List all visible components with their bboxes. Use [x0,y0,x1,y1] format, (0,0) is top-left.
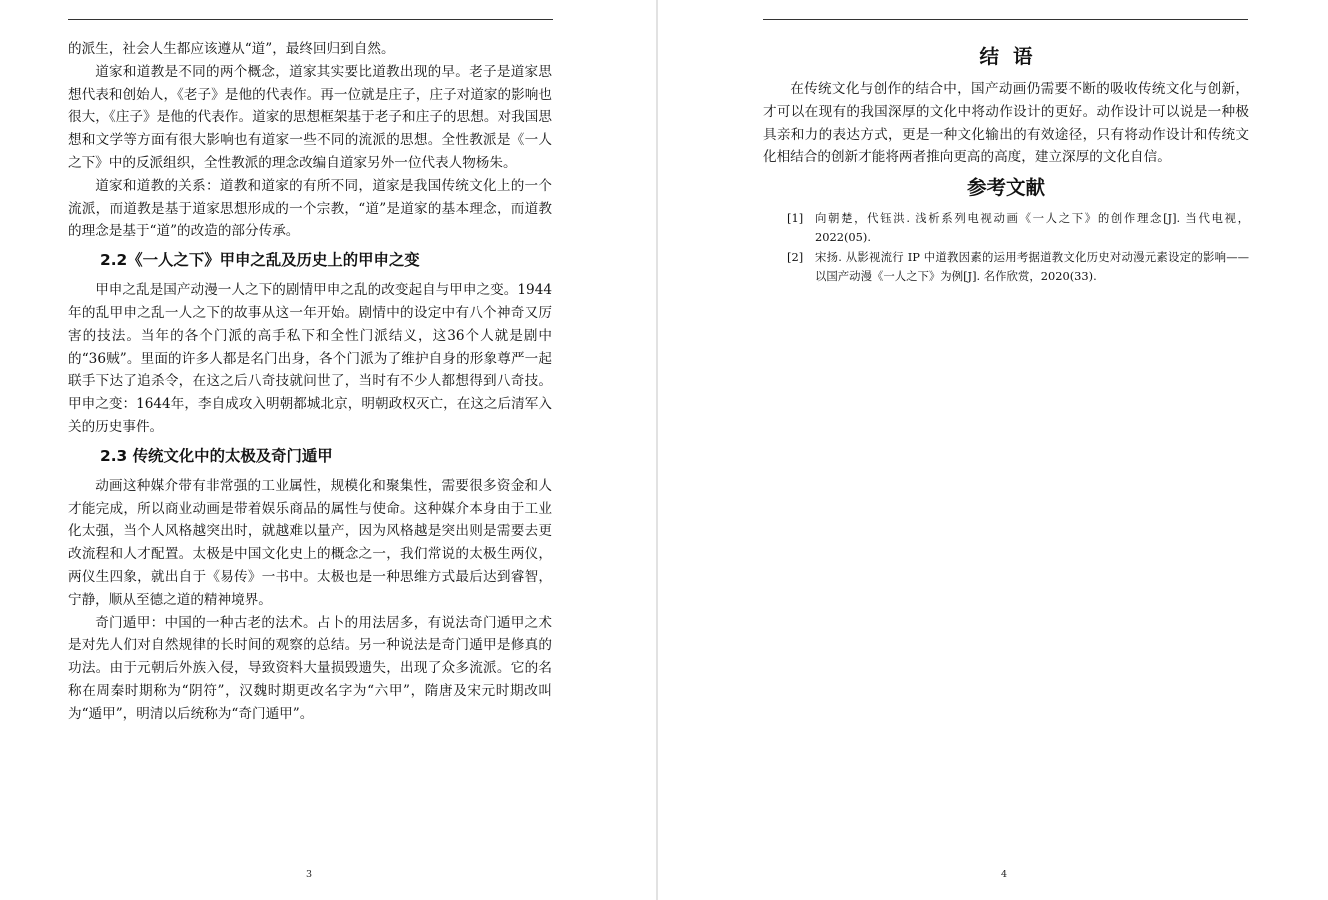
references-heading: 参考文献 [966,176,1045,200]
paragraph: 甲申之乱是国产动漫一人之下的剧情甲申之乱的改变起自与甲申之变。1944年的乱甲申之乱一人之下的故事从这一年开始。剧情中的设定中有八个神奇又厉害的技法。当年的各个门派的高手私下和全性门派结义，这36个人就是剧中的“36贼”。里面的许多人都是名门出身，各个门派为了维护自身的形象尊严一起联手下达了追杀令，在这之后八奇技就问世了，当时有不少人都想得到八奇技。甲申之变：1644年，李自成攻入明朝都城北京，明朝政权灭亡，在这之后清军入关的历史事件。 [68,282,552,435]
reference-number: [2] [787,249,804,264]
reference-item [763,209,1249,247]
page-number: 3 [306,869,313,880]
section-heading-2-2: 2.2《一人之下》甲申之乱及历史上的甲申之变 [100,251,420,270]
header-rule [68,19,553,20]
page-content [68,38,552,726]
reference-text: 宋扬. 从影视流行 IP 中道教因素的运用考据道教文化历史对动漫元素设定的影响——以国产动漫《一人之下》为例[J]. 名作欣赏，2020(33). [815,249,1249,283]
paragraph: 动画这种媒介带有非常强的工业属性，规模化和聚集性，需要很多资金和人才能完成，所以商业动画是带着娱乐商品的属性与使命。这种媒介本身由于工业化太强，当个人风格越突出时，就越难以量产，因为风格越是突出则是需要去更改流程和人才配置。太极是中国文化史上的概念之一，我们常说的太极生两仪，两仪生四象，就出自于《易传》一书中。太极也是一种思维方式最后达到睿智，宁静，顺从至德之道的精神境界。 [68,477,552,608]
paragraph: 奇门遁甲：中国的一种古老的法术。占卜的用法居多，有说法奇门遁甲之术是对先人们对自然规律的长时间的观察的总结。另一种说法是奇门遁甲是修真的功法。由于元朝后外族入侵，导致资料大量损毁遗失，出现了众多流派。它的名称在周秦时期称为“阴符”，汉魏时期更改名字为“六甲”，隋唐及宋元时期改叫为“遁甲”，明清以后统称为“奇门遁甲”。 [68,614,552,722]
reference-text: 向朝楚，代钰洪. 浅析系列电视动画《一人之下》的创作理念[J]. 当代电视，2022(05). [815,211,1249,244]
paragraph: 道家和道教是不同的两个概念，道家其实要比道教出现的早。老子是道家思想代表和创始人，《老子》是他的代表作。再一位就是庄子，庄子对道家的影响也很大，《庄子》是他的代表作。道家的思想框架基于老子和庄子的思想。对我国思想和文学等方面有很大影响也有道家一些不同的流派的思想。全性教派是《一人之下》中的反派组织，全性教派的理念改编自道家另外一位代表人物杨朱。 [68,63,552,171]
section-heading-2-3: 2.3 传统文化中的太极及奇门遁甲 [100,446,333,465]
reference-list [763,209,1249,285]
paragraph: 的派生，社会人生都应该遵从“道”，最终回归到自然。 [68,41,395,57]
page-content [763,38,1249,286]
page-number: 4 [1001,869,1008,880]
paragraph: 道家和道教的关系：道教和道家的有所不同，道家是我国传统文化上的一个流派，而道教是基于道家思想形成的一个宗教，“道”是道家的基本理念，而道教的理念是基于“道”的改造的部分传承。 [68,177,552,240]
header-rule [763,19,1248,20]
document-page-4 [658,0,1328,900]
reference-number: [1] [787,211,804,226]
document-page-3 [0,0,656,900]
reference-item [763,248,1249,286]
conclusion-paragraph: 在传统文化与创作的结合中，国产动画仍需要不断的吸收传统文化与创新，才可以在现有的我国深厚的文化中将动作设计的更好。动作设计可以说是一种极具亲和力的表达方式，更是一种文化输出的有效途径，只有将动作设计和传统文化相结合的创新才能将两者推向更高的高度，建立深厚的文化自信。 [763,81,1249,166]
conclusion-heading: 结语 [979,45,1047,68]
